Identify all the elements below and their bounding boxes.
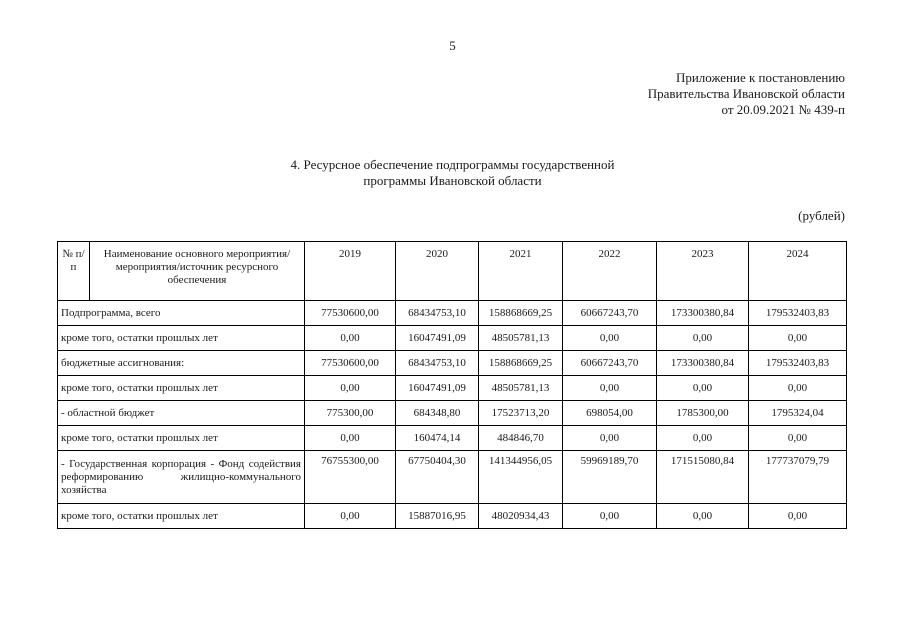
cell-value: 0,00 <box>563 376 657 401</box>
table-header-row <box>58 242 847 301</box>
cell-value: 0,00 <box>657 426 749 451</box>
table-row <box>58 451 847 504</box>
cell-value: 77530600,00 <box>305 351 396 376</box>
row-label: Подпрограмма, всего <box>58 301 305 326</box>
cell-value: 17523713,20 <box>479 401 563 426</box>
cell-value: 0,00 <box>657 376 749 401</box>
table-row <box>58 401 847 426</box>
cell-value: 158868669,25 <box>479 351 563 376</box>
cell-value: 67750404,30 <box>396 451 479 504</box>
cell-value: 76755300,00 <box>305 451 396 504</box>
cell-value: 16047491,09 <box>396 376 479 401</box>
cell-value: 158868669,25 <box>479 301 563 326</box>
cell-value: 173300380,84 <box>657 351 749 376</box>
table-row <box>58 426 847 451</box>
cell-value: 16047491,09 <box>396 326 479 351</box>
cell-value: 698054,00 <box>563 401 657 426</box>
cell-value: 0,00 <box>657 326 749 351</box>
row-label: - областной бюджет <box>58 401 305 426</box>
appendix-line-2: Правительства Ивановской области <box>647 86 845 101</box>
appendix-note <box>648 70 845 118</box>
units-label: (рублей) <box>798 208 845 223</box>
cell-value: 775300,00 <box>305 401 396 426</box>
row-label: кроме того, остатки прошлых лет <box>58 326 305 351</box>
header-year-2020: 2020 <box>396 242 479 301</box>
row-label: кроме того, остатки прошлых лет <box>58 376 305 401</box>
cell-value: 48505781,13 <box>479 326 563 351</box>
cell-value: 0,00 <box>749 504 847 529</box>
row-label: кроме того, остатки прошлых лет <box>58 426 305 451</box>
cell-value: 15887016,95 <box>396 504 479 529</box>
cell-value: 484846,70 <box>479 426 563 451</box>
table-row <box>58 504 847 529</box>
page-number: 5 <box>449 38 456 53</box>
cell-value: 60667243,70 <box>563 351 657 376</box>
cell-value: 1785300,00 <box>657 401 749 426</box>
cell-value: 141344956,05 <box>479 451 563 504</box>
table-row <box>58 351 847 376</box>
header-year-2022: 2022 <box>563 242 657 301</box>
cell-value: 0,00 <box>749 376 847 401</box>
row-label: кроме того, остатки прошлых лет <box>58 504 305 529</box>
cell-value: 0,00 <box>305 426 396 451</box>
cell-value: 0,00 <box>563 426 657 451</box>
header-year-2024: 2024 <box>749 242 847 301</box>
cell-value: 48505781,13 <box>479 376 563 401</box>
cell-value: 179532403,83 <box>749 301 847 326</box>
header-num: № п/п <box>58 242 90 301</box>
cell-value: 68434753,10 <box>396 301 479 326</box>
cell-value: 0,00 <box>657 504 749 529</box>
cell-value: 160474,14 <box>396 426 479 451</box>
cell-value: 48020934,43 <box>479 504 563 529</box>
header-name: Наименование основного мероприятия/мероприятия/источник ресурсного обеспечения <box>90 242 305 301</box>
cell-value: 177737079,79 <box>749 451 847 504</box>
header-year-2023: 2023 <box>657 242 749 301</box>
row-label: бюджетные ассигнования: <box>58 351 305 376</box>
appendix-line-1: Приложение к постановлению <box>675 70 845 85</box>
cell-value: 0,00 <box>563 504 657 529</box>
cell-value: 59969189,70 <box>563 451 657 504</box>
cell-value: 0,00 <box>305 376 396 401</box>
cell-value: 179532403,83 <box>749 351 847 376</box>
appendix-line-3: от 20.09.2021 № 439-п <box>721 102 845 117</box>
cell-value: 173300380,84 <box>657 301 749 326</box>
title-line-1: 4. Ресурсное обеспечение подпрограммы государственной <box>290 157 615 172</box>
table-row <box>58 301 847 326</box>
title-line-2: программы Ивановской области <box>363 173 542 188</box>
document-title <box>0 157 905 189</box>
cell-value: 0,00 <box>563 326 657 351</box>
cell-value: 0,00 <box>749 426 847 451</box>
row-label: - Государственная корпорация - Фонд содействия реформированию жилищно-коммунального хозяйства <box>58 451 305 504</box>
resource-table <box>57 241 847 529</box>
header-year-2021: 2021 <box>479 242 563 301</box>
cell-value: 0,00 <box>749 326 847 351</box>
cell-value: 77530600,00 <box>305 301 396 326</box>
table-row <box>58 326 847 351</box>
cell-value: 60667243,70 <box>563 301 657 326</box>
header-year-2019: 2019 <box>305 242 396 301</box>
cell-value: 0,00 <box>305 504 396 529</box>
cell-value: 684348,80 <box>396 401 479 426</box>
cell-value: 1795324,04 <box>749 401 847 426</box>
cell-value: 171515080,84 <box>657 451 749 504</box>
cell-value: 0,00 <box>305 326 396 351</box>
table-row <box>58 376 847 401</box>
cell-value: 68434753,10 <box>396 351 479 376</box>
